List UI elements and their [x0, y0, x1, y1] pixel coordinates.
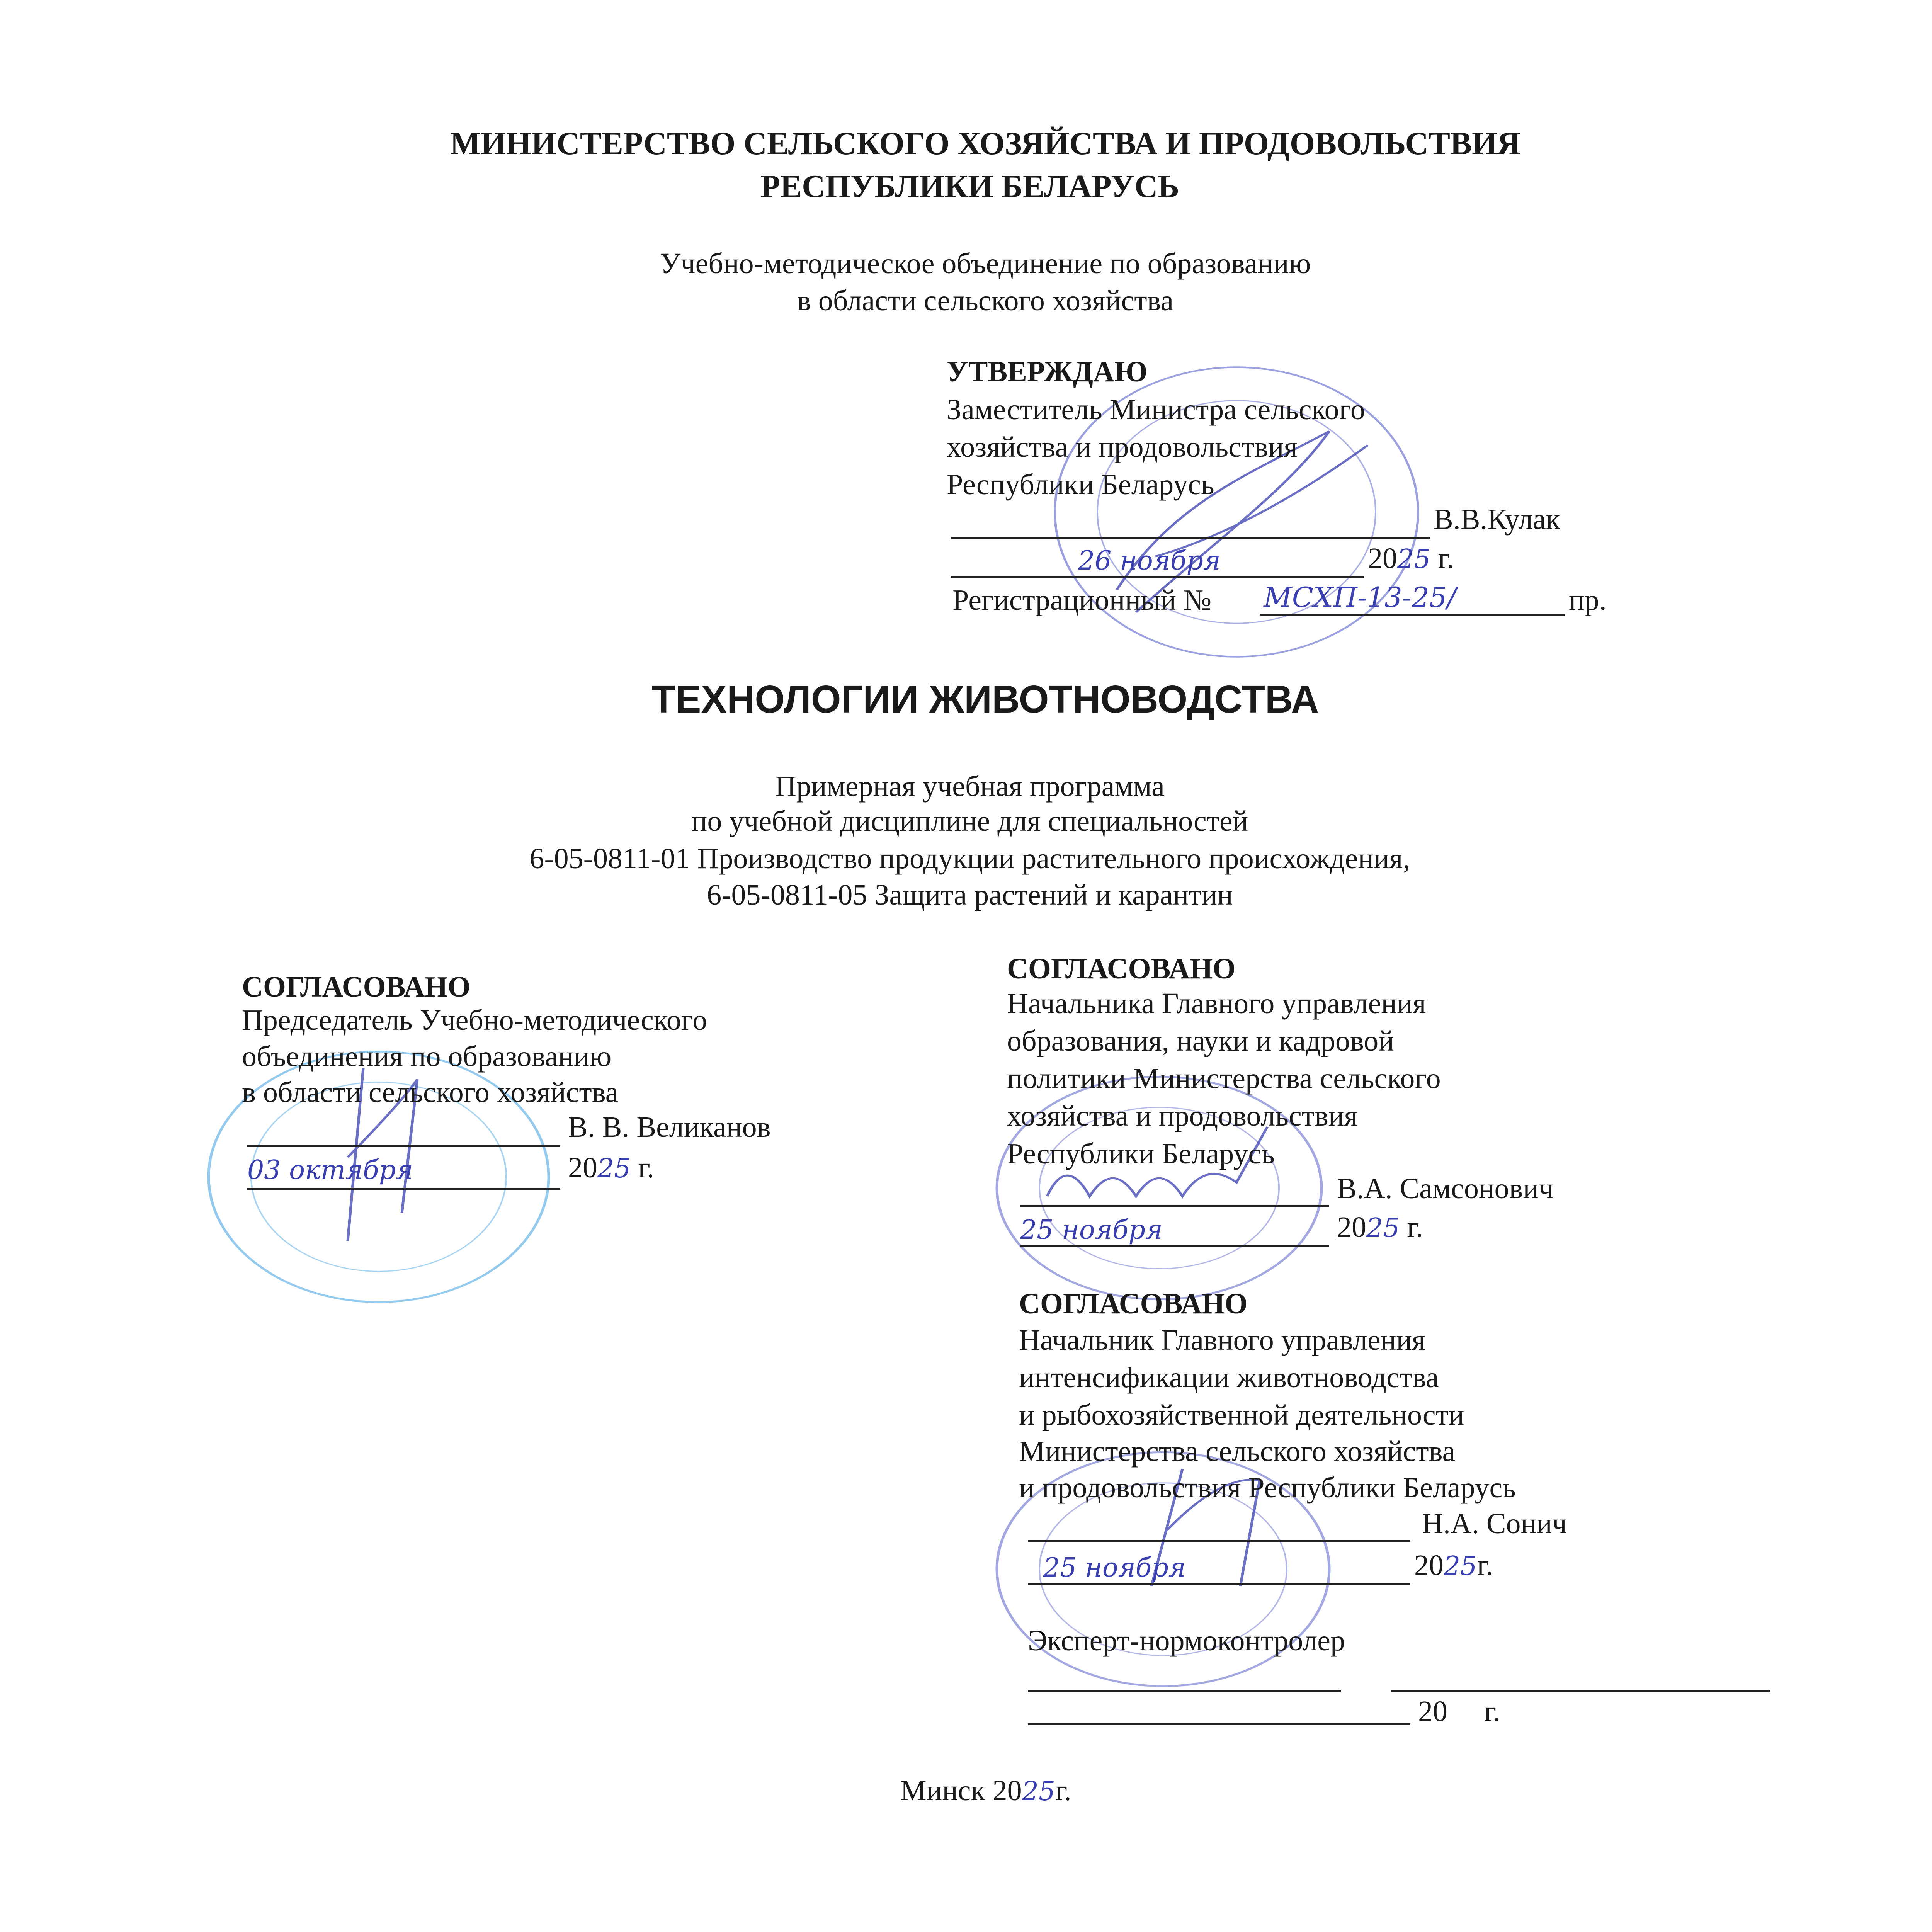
approve-year	[1368, 540, 1454, 578]
approve-line: Заместитель Министра сельского	[947, 393, 1365, 426]
agreed-year	[1337, 1209, 1423, 1247]
registration-number-handwritten: МСХП-13-25/	[1264, 581, 1457, 614]
agreed-line: и рыбохозяйственной деятельности	[1019, 1399, 1464, 1431]
approve-line: Республики Беларусь	[947, 468, 1214, 501]
agreed-name: В. В. Великанов	[568, 1111, 771, 1143]
expert-name-line	[1391, 1690, 1770, 1692]
expert-label: Эксперт-нормоконтролер	[1028, 1624, 1345, 1657]
city-label: Минск 20	[900, 1774, 1022, 1807]
agreed-heading: СОГЛАСОВАНО	[1019, 1287, 1248, 1320]
registration-label: Регистрационный №	[952, 584, 1212, 616]
approve-heading: УТВЕРЖДАЮ	[947, 355, 1148, 388]
agreed-line: в области сельского хозяйства	[242, 1076, 619, 1109]
year-handwritten: 25	[1366, 1213, 1400, 1243]
program-line: 6-05-0811-05 Защита растений и карантин	[707, 879, 1233, 911]
agreed-line: объединения по образованию	[242, 1040, 612, 1073]
year-handwritten: 25	[1397, 544, 1431, 575]
expert-year: 20 г.	[1418, 1695, 1500, 1728]
year-handwritten: 25	[597, 1153, 631, 1184]
year-suffix: г.	[1430, 542, 1454, 575]
agreed-line: Министерства сельского хозяйства	[1019, 1435, 1456, 1468]
year-prefix: 20	[1414, 1549, 1444, 1582]
year-prefix: 20	[1368, 542, 1397, 575]
signature-line	[247, 1145, 560, 1147]
ministry-title-line1: МИНИСТЕРСТВО СЕЛЬСКОГО ХОЗЯЙСТВА И ПРОДОВОЛЬСТВИЯ	[450, 126, 1521, 162]
signature-line	[1028, 1540, 1410, 1542]
program-line: по учебной дисциплине для специальностей	[691, 805, 1248, 837]
year-suffix: г.	[1477, 1549, 1493, 1582]
year-suffix: г.	[1400, 1211, 1423, 1243]
program-line: Примерная учебная программа	[775, 770, 1165, 803]
document-title: ТЕХНОЛОГИИ ЖИВОТНОВОДСТВА	[651, 678, 1319, 721]
agreed-line: Начальника Главного управления	[1007, 987, 1426, 1020]
umo-line1: Учебно-методическое объединение по образованию	[660, 247, 1311, 280]
agreed-date-handwritten: 25 ноября	[1020, 1215, 1163, 1245]
approve-line: хозяйства и продовольствия	[947, 431, 1298, 463]
expert-signature-line	[1028, 1690, 1341, 1692]
agreed-name: Н.А. Сонич	[1422, 1507, 1567, 1540]
program-line: 6-05-0811-01 Производство продукции растительного происхождения,	[529, 842, 1410, 875]
agreed-date-handwritten: 25 ноября	[1043, 1553, 1186, 1583]
umo-line2: в области сельского хозяйства	[797, 284, 1174, 317]
agreed-line: политики Министерства сельского	[1007, 1062, 1441, 1095]
agreed-line: и продовольствия Республики Беларусь	[1019, 1471, 1516, 1504]
city-year	[900, 1772, 1071, 1810]
agreed-line: образования, науки и кадровой	[1007, 1025, 1394, 1057]
agreed-line: Республики Беларусь	[1007, 1138, 1275, 1170]
year-prefix: 20	[1337, 1211, 1366, 1243]
approve-name: В.В.Кулак	[1434, 503, 1560, 536]
agreed-line: хозяйства и продовольствия	[1007, 1100, 1358, 1132]
year-handwritten: 25	[1022, 1776, 1056, 1807]
agreed-year	[1414, 1547, 1493, 1585]
approve-date-handwritten: 26 ноября	[1078, 546, 1221, 576]
agreed-heading: СОГЛАСОВАНО	[1007, 952, 1236, 985]
registration-suffix: пр.	[1569, 584, 1607, 616]
signature-line	[1020, 1205, 1329, 1207]
year-suffix: г.	[631, 1151, 655, 1184]
agreed-line: Председатель Учебно-методического	[242, 1004, 707, 1036]
agreed-name: В.А. Самсонович	[1337, 1172, 1554, 1205]
agreed-line: интенсификации животноводства	[1019, 1361, 1439, 1394]
expert-date-line	[1028, 1723, 1410, 1725]
year-prefix: 20	[568, 1151, 597, 1184]
year-handwritten: 25	[1444, 1551, 1477, 1582]
agreed-date-handwritten: 03 октября	[247, 1155, 413, 1185]
signature-line	[951, 537, 1430, 539]
agreed-heading: СОГЛАСОВАНО	[242, 971, 471, 1003]
ministry-title-line2: РЕСПУБЛИКИ БЕЛАРУСЬ	[760, 168, 1180, 204]
agreed-year	[568, 1149, 654, 1187]
year-suffix: г.	[1055, 1774, 1071, 1807]
agreed-line: Начальник Главного управления	[1019, 1324, 1426, 1356]
